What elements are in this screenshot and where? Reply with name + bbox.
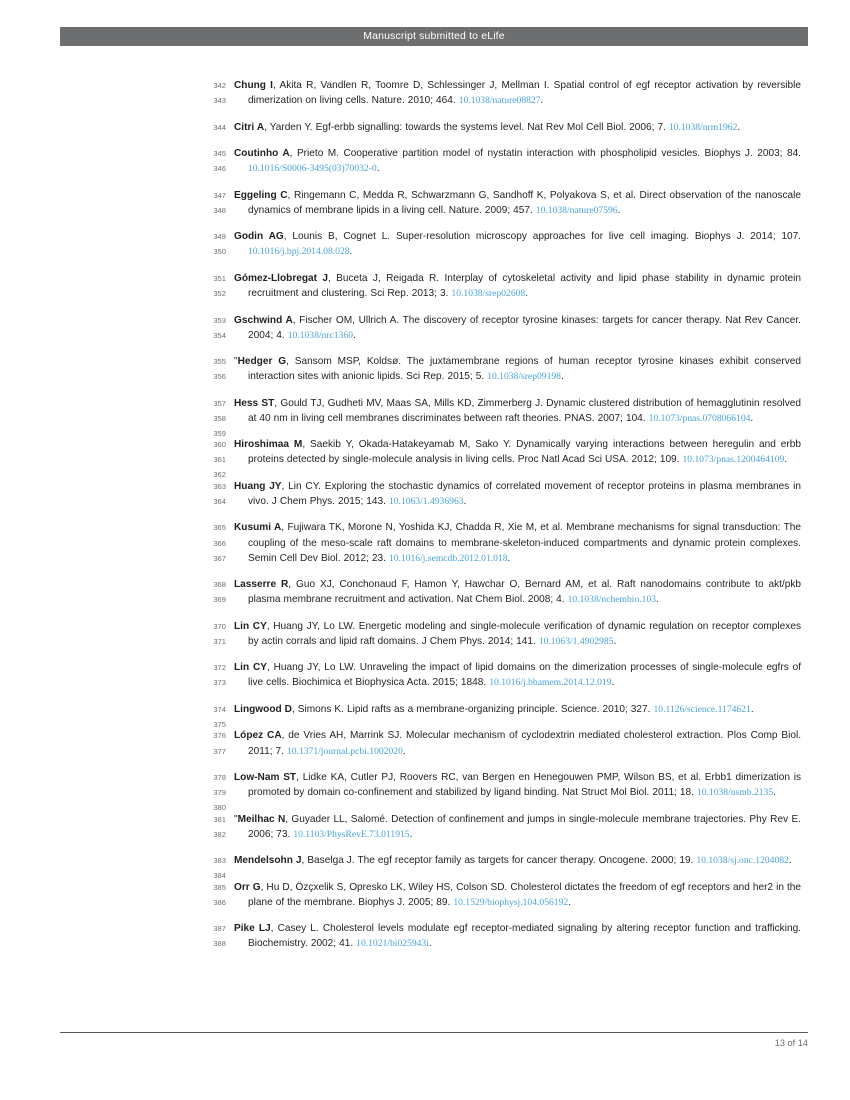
reference-authors: Citri A: [234, 121, 265, 133]
reference-citation-body: , Saekib Y, Okada-Hatakeyamab M, Sako Y. Dynamically varying interactions between heregulin and erbb proteins detected by single-molecule analysis in living cells. Proc Natl Acad Sci USA. 2012; 109.: [248, 439, 802, 466]
line-number: 376: [213, 731, 226, 741]
reference-citation-body: , de Vries AH, Marrink SJ. Molecular mechanism of cyclodextrin mediated cholesterol extraction. Plos Comp Biol. 2011; 7.: [248, 730, 801, 757]
reference-entry: [0, 660, 850, 690]
reference-text: [234, 880, 801, 910]
line-number: 352: [213, 288, 226, 298]
reference-entry: [0, 229, 850, 259]
line-number: 355: [213, 357, 226, 367]
line-number: 387: [213, 924, 226, 934]
reference-authors: Lingwood D: [234, 703, 292, 715]
line-number-gutter: [198, 146, 226, 176]
doi-link[interactable]: 10.1016/j.semcdb.2012.01.018: [388, 552, 508, 564]
reference-entry: [0, 146, 850, 176]
reference-citation-body: , Prieto M. Cooperative partition model of nystatin interaction with phospholipid vesicles. Biophys J. 2003; 84.: [289, 148, 801, 160]
doi-link[interactable]: 10.1371/journal.pcbi.1002020: [286, 745, 403, 757]
line-number-gutter: [198, 313, 226, 343]
reference-terminal-punctuation: .: [750, 412, 754, 424]
doi-link[interactable]: 10.1038/sj.onc.1204082: [696, 855, 789, 867]
reference-authors: Chung I: [234, 80, 273, 91]
reference-authors: Hiroshimaa M: [234, 439, 303, 451]
reference-entry: [0, 520, 850, 565]
reference-text: [234, 120, 801, 135]
line-number: 356: [213, 372, 226, 382]
reference-text: [234, 188, 801, 218]
reference-authors: Pike LJ: [234, 923, 271, 935]
line-number-gutter: [198, 660, 226, 690]
doi-link[interactable]: 10.1063/1.4936963: [388, 495, 464, 507]
page-number: 13 of 14: [774, 1038, 808, 1048]
reference-terminal-punctuation: .: [560, 371, 564, 383]
doi-link[interactable]: 10.1038/srep09198: [487, 371, 561, 383]
reference-entry: [0, 271, 850, 301]
reference-text: [234, 770, 801, 800]
reference-terminal-punctuation: .: [788, 855, 792, 867]
reference-entry: [0, 78, 850, 108]
reference-authors: Meilhac N: [237, 813, 286, 825]
reference-text: [234, 812, 801, 842]
doi-link[interactable]: 10.1038/nsmb.2135: [696, 787, 774, 799]
reference-citation-body: , Guo XJ, Conchonaud F, Hamon Y, Hawchar O, Bernard AM, et al. Raft nanodomains contribute to akt/pkb plasma membrane recruitment and activation. Nat Chem Biol. 2008; 4.: [248, 579, 801, 606]
reference-authors: Huang JY: [234, 480, 282, 492]
line-number: 349: [213, 232, 226, 242]
doi-link[interactable]: 10.1063/1.4902985: [538, 635, 614, 647]
line-number-gutter: [198, 921, 226, 951]
reference-terminal-punctuation: .: [402, 745, 406, 757]
reference-terminal-punctuation: .: [376, 163, 380, 175]
line-number-gutter: [198, 188, 226, 218]
reference-citation-body: , Guyader LL, Salomé. Detection of confinement and jumps in single-molecule membrane trajectories. Phy Rev E. 2006; 73.: [248, 813, 801, 840]
reference-terminal-punctuation: .: [568, 896, 571, 908]
reference-entry: [0, 619, 850, 649]
reference-text: [234, 437, 801, 467]
reference-authors: Kusumi A: [234, 522, 282, 534]
line-number-gutter: [198, 577, 226, 607]
line-number: 384: [213, 871, 226, 881]
line-number: 365: [213, 523, 226, 533]
line-number: 379: [213, 788, 226, 798]
reference-entry: [0, 577, 850, 607]
reference-terminal-punctuation: .: [540, 95, 544, 107]
reference-entry: [0, 396, 850, 438]
reference-terminal-punctuation: .: [737, 121, 741, 133]
reference-entry: [0, 702, 850, 729]
reference-terminal-punctuation: .: [409, 828, 413, 840]
line-number: 345: [213, 149, 226, 159]
reference-terminal-punctuation: .: [349, 246, 353, 258]
line-number: 374: [213, 704, 226, 714]
line-number-gutter: [198, 812, 226, 842]
doi-link[interactable]: 10.1529/biophysj.104.056192: [453, 896, 569, 908]
reference-authors: Gschwind A: [234, 314, 293, 326]
reference-citation-body: , Hu D, Özçxelik S, Opresko LK, Wiley HS, Colson SD. Cholesterol dictates the freedom of egf receptors and her2 in the plane of the membrane. Biophys J. 2005; 89.: [248, 881, 801, 908]
reference-text: [234, 702, 801, 717]
line-number: 348: [213, 205, 226, 215]
reference-citation-body: , Lounis B, Cognet L. Super-resolution microscopy approaches for live cell imaging. Biophys J. 2014; 107.: [283, 231, 801, 243]
reference-authors: Mendelsohn J: [234, 855, 302, 867]
line-number-gutter: [198, 728, 226, 758]
reference-citation-body: , Gould TJ, Gudheti MV, Maas SA, Mills KD, Zimmerberg J. Dynamic clustered distribution of hemagglutinin resolved at 40 nm in living cell membranes discriminates between raft theories. PNAS. 2007; 104.: [248, 397, 801, 424]
line-number: 386: [213, 897, 226, 907]
reference-entry: [0, 728, 850, 758]
reference-authors: Lin CY: [234, 620, 267, 632]
reference-authors: López CA: [234, 730, 282, 742]
reference-terminal-punctuation: .: [463, 495, 467, 507]
line-number-gutter: [198, 770, 226, 815]
line-number: 372: [213, 663, 226, 673]
line-number: 378: [213, 773, 226, 783]
reference-terminal-punctuation: .: [353, 329, 356, 341]
reference-prefix-mark: ": [234, 356, 238, 368]
reference-text: [234, 354, 801, 384]
reference-terminal-punctuation: .: [773, 787, 776, 799]
reference-text: [234, 313, 801, 343]
reference-authors: Orr G: [234, 881, 261, 893]
reference-terminal-punctuation: .: [428, 938, 432, 950]
reference-entry: [0, 354, 850, 384]
reference-list: [0, 78, 850, 963]
line-number: 377: [213, 746, 226, 756]
reference-citation-body: , Fischer OM, Ullrich A. The discovery of receptor tyrosine kinases: targets for cancer therapy. Nat Rev Cancer. 2004; 4.: [248, 314, 801, 341]
reference-citation-body: , Huang JY, Lo LW. Energetic modeling and single-molecule verification of dynamic regulation on receptor complexes by actin corrals and lipid raft domains. J Chem Phys. 2014; 141.: [248, 620, 801, 647]
line-number: 364: [213, 496, 226, 506]
line-number: 354: [213, 330, 226, 340]
line-number: 369: [213, 595, 226, 605]
reference-terminal-punctuation: .: [613, 635, 617, 647]
line-number: 366: [213, 538, 226, 548]
reference-text: [234, 728, 801, 758]
reference-terminal-punctuation: .: [507, 552, 511, 564]
reference-authors: Lin CY: [234, 662, 267, 674]
reference-entry: [0, 437, 850, 480]
reference-citation-body: , Yarden Y. Egf-erbb signalling: towards the systems level. Nat Rev Mol Cell Biol. 2006; 7.: [264, 121, 669, 133]
reference-text: [234, 520, 801, 565]
line-number: 344: [213, 122, 226, 132]
reference-prefix-mark: ": [234, 813, 238, 825]
reference-authors: Godin AG: [234, 231, 284, 243]
doi-link[interactable]: 10.1126/science.1174621: [653, 703, 751, 715]
doi-link[interactable]: 10.1021/bi025943i: [356, 938, 429, 950]
reference-entry: [0, 853, 850, 881]
line-number: 346: [213, 164, 226, 174]
line-number: 375: [213, 719, 226, 729]
reference-entry: [0, 313, 850, 343]
doi-link[interactable]: 10.1038/nrc1360: [287, 329, 353, 341]
doi-link[interactable]: 10.1073/pnas.0708066104: [648, 412, 751, 424]
line-number-gutter: [198, 354, 226, 384]
reference-entry: [0, 479, 850, 509]
line-number: 370: [213, 621, 226, 631]
running-header: [60, 27, 808, 46]
reference-authors: Hess ST: [234, 397, 275, 409]
line-number-gutter: [198, 229, 226, 259]
reference-terminal-punctuation: .: [656, 594, 659, 606]
line-number: 353: [213, 315, 226, 325]
line-number: 351: [213, 273, 226, 283]
reference-citation-body: , Huang JY, Lo LW. Unraveling the impact of lipid domains on the dimerization processes of single-molecule egfrs of live cells. Biochimica et Biophysica Acta. 2015; 1848.: [248, 662, 801, 689]
line-number: 350: [213, 247, 226, 257]
reference-text: [234, 146, 801, 176]
reference-citation-body: , Casey L. Cholesterol levels modulate egf receptor-mediated signaling by altering receptor function and trafficking. Biochemistry. 2002; 41.: [248, 923, 801, 950]
page-footer: [60, 1032, 808, 1048]
line-number: 343: [213, 96, 226, 106]
line-number-gutter: [198, 520, 226, 565]
reference-entry: [0, 120, 850, 135]
reference-text: [234, 479, 801, 509]
reference-authors: Gómez-Llobregat J: [234, 272, 328, 284]
line-number: 360: [213, 440, 226, 450]
reference-entry: [0, 188, 850, 218]
reference-text: [234, 396, 801, 426]
line-number: 367: [213, 553, 226, 563]
reference-citation-body: , Akita R, Vandlen R, Toomre D, Schlessinger J, Mellman I. Spatial control of egf receptor activation by reversible dimerization on living cells. Nature. 2010; 464.: [248, 80, 802, 107]
doi-link[interactable]: 10.1016/j.bpj.2014.08.028: [248, 246, 350, 258]
line-number: 363: [213, 481, 226, 491]
line-number: 357: [213, 398, 226, 408]
reference-text: [234, 921, 801, 951]
reference-entry: [0, 812, 850, 842]
reference-entry: [0, 880, 850, 910]
reference-terminal-punctuation: .: [611, 677, 615, 689]
doi-link[interactable]: 10.1103/PhysRevE.73.011915: [293, 828, 410, 840]
line-number: 373: [213, 678, 226, 688]
doi-link[interactable]: 10.1038/nchembio.103: [567, 594, 657, 606]
line-number-gutter: [198, 120, 226, 135]
line-number: 359: [213, 428, 226, 438]
line-number-gutter: [198, 619, 226, 649]
reference-text: [234, 853, 801, 868]
reference-citation-body: , Lidke KA, Cutler PJ, Roovers RC, van Bergen en Henegouwen PMP, Wilson BS, et al. Erbb1 dimerization is promoted by domain co-confinement and stabilized by ligand binding. Nat Struct Mol Biol. 2011; 18.: [248, 772, 802, 799]
reference-citation-body: , Lin CY. Exploring the stochastic dynamics of correlated movement of receptor proteins in plasma membranes in vivo. J Chem Phys. 2015; 143.: [248, 480, 801, 507]
doi-link[interactable]: 10.1038/nature07596: [535, 204, 618, 216]
reference-text: [234, 619, 801, 649]
reference-terminal-punctuation: .: [617, 204, 621, 216]
line-number-gutter: [198, 880, 226, 910]
reference-citation-body: , Baselga J. The egf receptor family as targets for cancer therapy. Oncogene. 2000; 19.: [301, 855, 697, 867]
reference-text: [234, 577, 801, 607]
reference-citation-body: , Sansom MSP, Koldsø. The juxtamembrane regions of human receptor tyrosine kinases exhibit conserved interaction sites with anionic lipids. Sci Rep. 2015; 5.: [248, 356, 801, 383]
line-number: 381: [213, 814, 226, 824]
doi-link[interactable]: 10.1038/nrm1962: [668, 121, 738, 133]
reference-terminal-punctuation: .: [750, 703, 754, 715]
reference-authors: Eggeling C: [234, 189, 288, 201]
reference-terminal-punctuation: .: [525, 287, 529, 299]
line-number: 362: [213, 470, 226, 480]
reference-authors: Low-Nam ST: [234, 772, 297, 784]
reference-citation-body: , Ringemann C, Medda R, Schwarzmann G, Sandhoff K, Polyakova S, et al. Direct observation of the nanoscale dynamics of membrane lipids in a living cell. Nature. 2009; 457.: [248, 189, 801, 216]
line-number-gutter: [198, 479, 226, 509]
line-number: 342: [213, 81, 226, 90]
reference-text: [234, 229, 801, 259]
reference-authors: Coutinho A: [234, 148, 290, 160]
line-number: 388: [213, 939, 226, 949]
reference-entry: [0, 921, 850, 951]
doi-link[interactable]: 10.1073/pnas.1200464109: [682, 454, 785, 466]
reference-authors: Lasserre R: [234, 579, 289, 591]
line-number: 361: [213, 455, 226, 465]
reference-text: [234, 271, 801, 301]
line-number-gutter: [198, 78, 226, 108]
line-number-gutter: [198, 396, 226, 441]
line-number: 383: [213, 856, 226, 866]
doi-link[interactable]: 10.1038/srep02608: [451, 287, 526, 299]
reference-citation-body: , Buceta J, Reigada R. Interplay of cytoskeletal activity and lipid phase stability in dynamic protein recruitment and clustering. Sci Rep. 2013; 3.: [248, 272, 801, 299]
reference-citation-body: , Fujiwara TK, Morone N, Yoshida KJ, Chadda R, Xie M, et al. Membrane mechanisms for signal transduction: The coupling of the meso-scale raft domains to membrane-skeleton-induced compartments and dynamic protein complexes. Semin Cell Dev Biol. 2012; 23.: [248, 522, 801, 564]
line-number: 368: [213, 580, 226, 590]
line-number: 358: [213, 413, 226, 423]
line-number: 371: [213, 636, 226, 646]
reference-terminal-punctuation: .: [784, 454, 788, 466]
reference-text: [234, 660, 801, 690]
reference-citation-body: , Simons K. Lipid rafts as a membrane-organizing principle. Science. 2010; 327.: [291, 703, 654, 715]
line-number: 347: [213, 190, 226, 200]
reference-entry: [0, 770, 850, 813]
line-number: 385: [213, 882, 226, 892]
reference-authors: Hedger G: [237, 356, 287, 368]
footer-divider: [60, 1032, 808, 1033]
doi-link[interactable]: 10.1016/j.bbamem.2014.12.019: [489, 677, 612, 689]
line-number-gutter: [198, 271, 226, 301]
running-header-title: Manuscript submitted to eLife: [363, 30, 505, 43]
doi-link[interactable]: 10.1038/nature08827: [458, 95, 541, 107]
doi-link[interactable]: 10.1016/S0006-3495(03)70032-0: [248, 163, 377, 175]
line-number: 380: [213, 803, 226, 813]
line-number-gutter: [198, 437, 226, 482]
line-number: 382: [213, 829, 226, 839]
reference-text: [234, 78, 801, 108]
